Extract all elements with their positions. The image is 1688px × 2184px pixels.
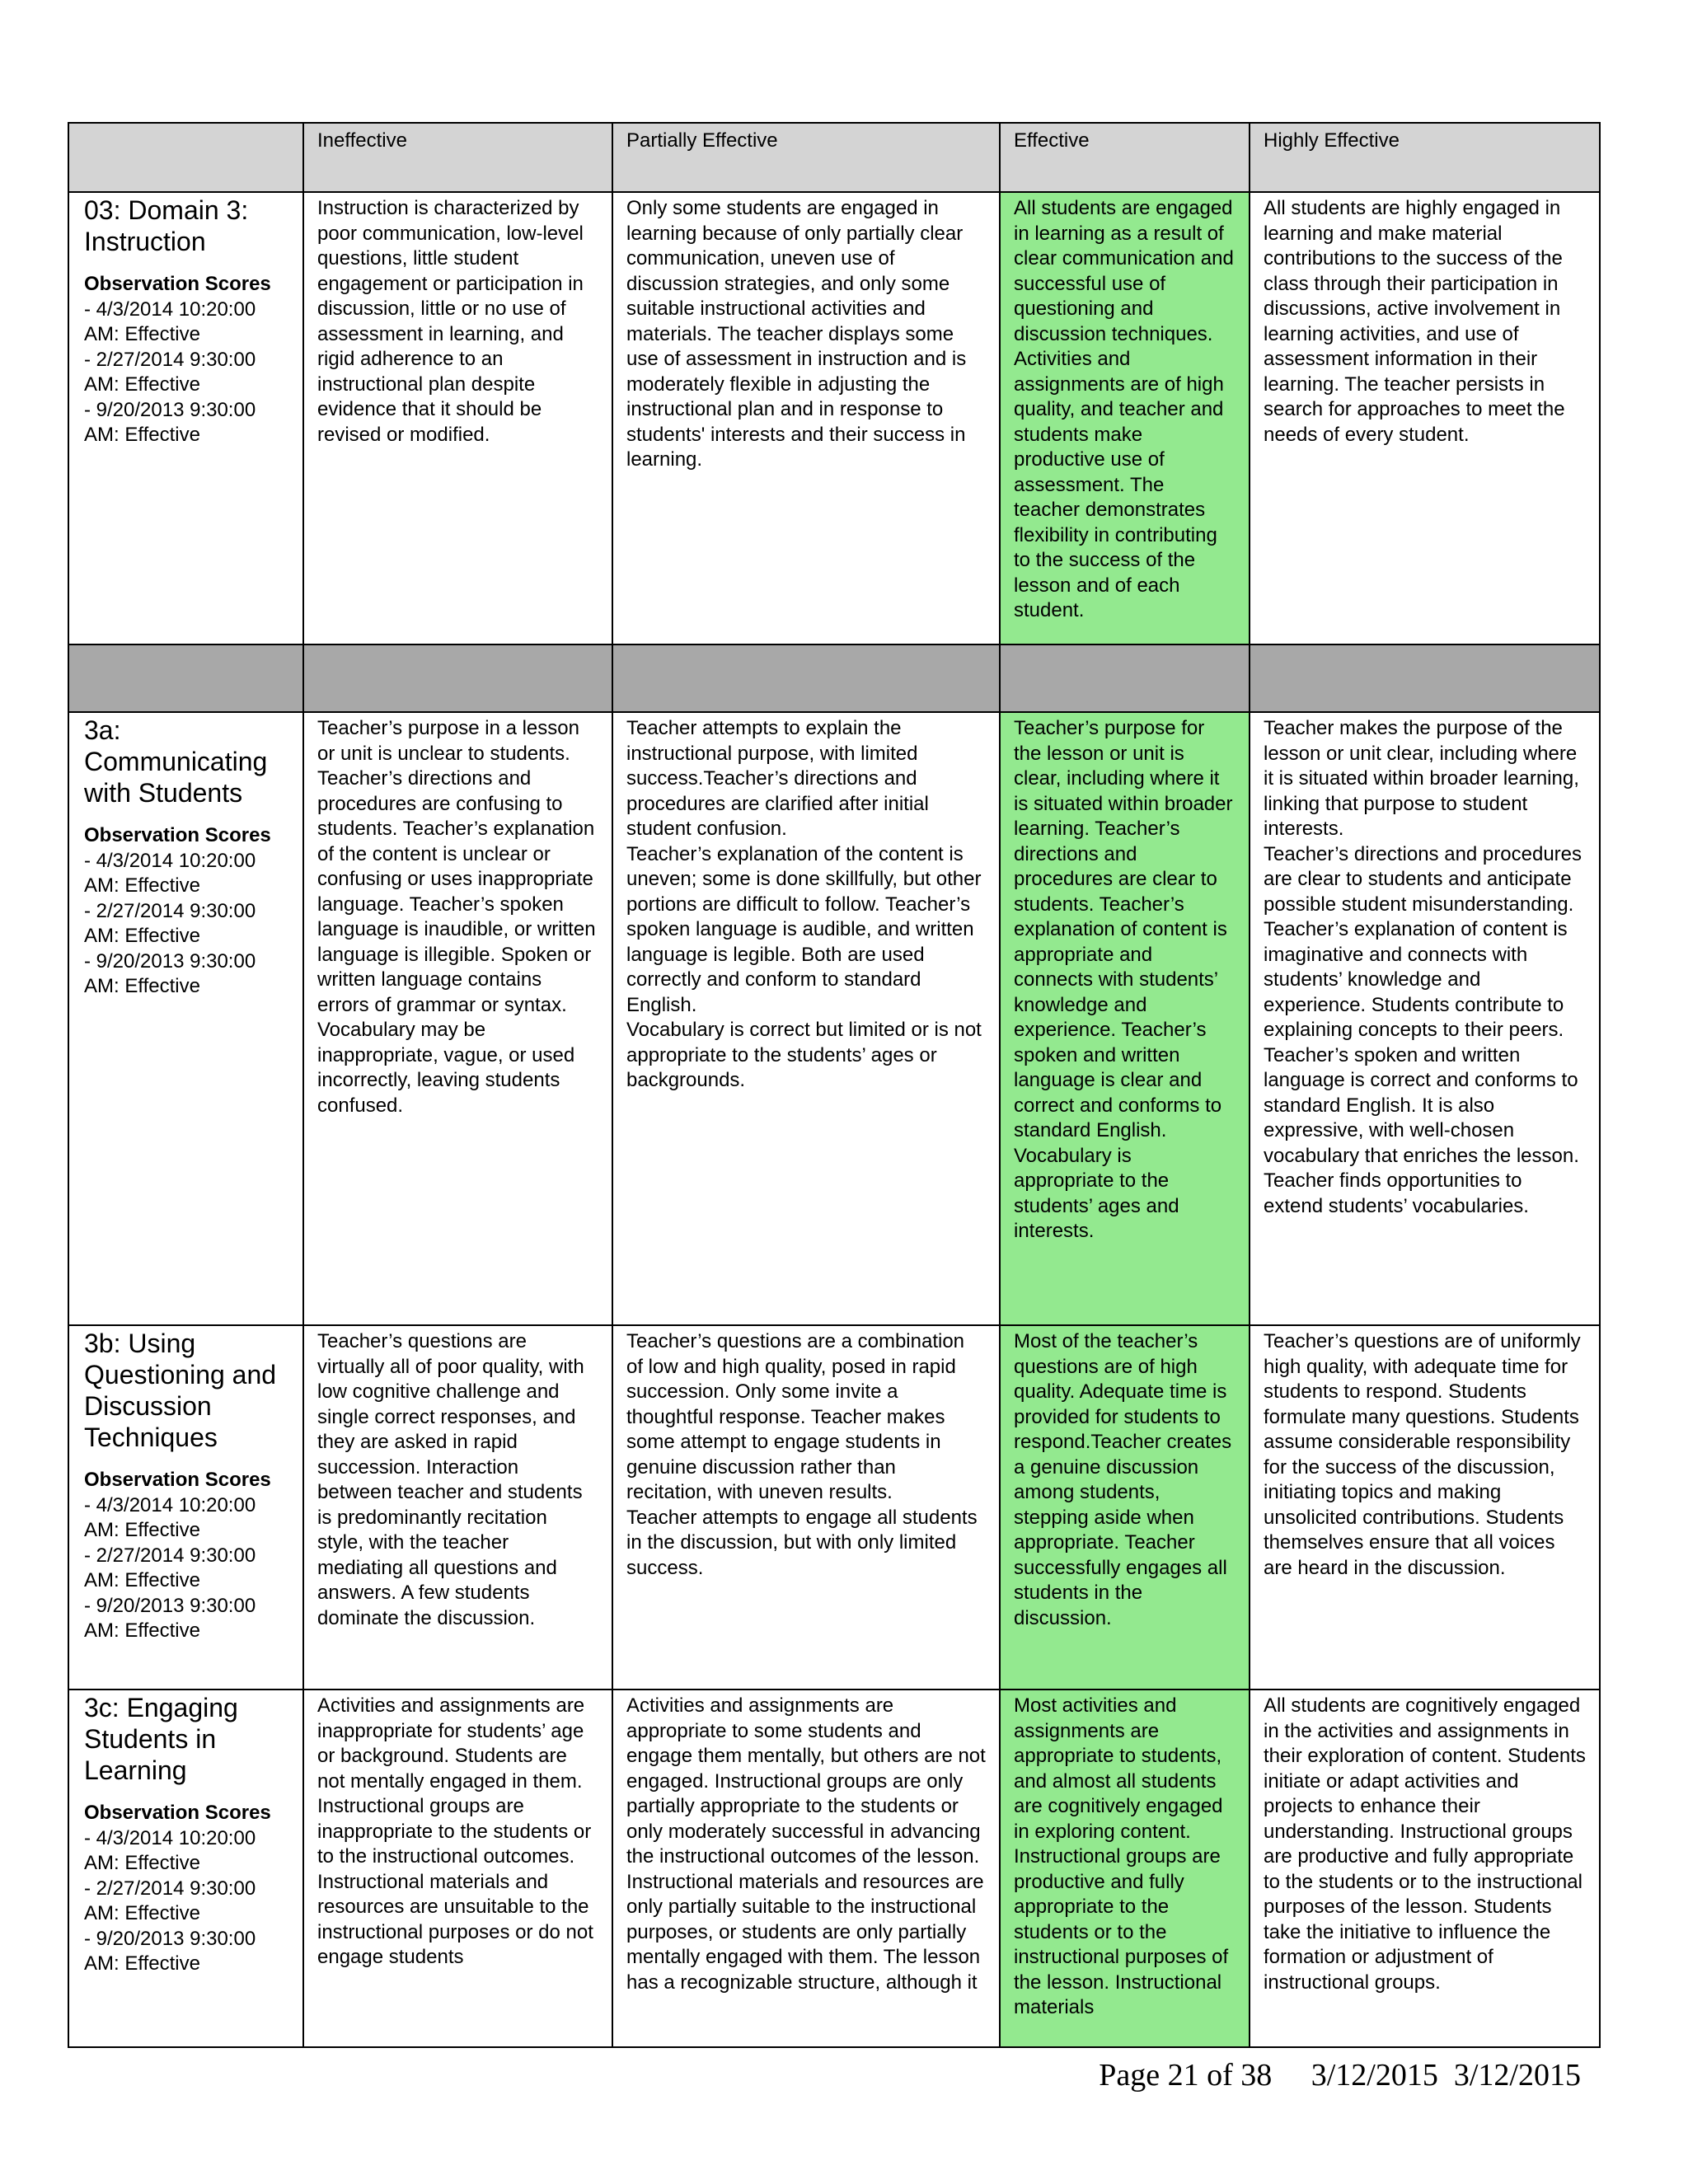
page-number: Page 21 of 38	[1099, 2058, 1273, 2093]
rubric-row-3c	[68, 1690, 1600, 2047]
score-entry: - 9/20/2013 9:30:00 AM: Effective	[84, 398, 256, 446]
observation-label: Observation Scores	[84, 1802, 271, 1824]
header-blank	[68, 123, 303, 192]
ineffective-cell: Instruction is characterized by poor communication, low-level questions, little student engagement or participation in discussion, little or no use of assessment in learning, and rigid adherence to an instructional plan despite evidence that it should be revised or modified.	[303, 192, 612, 644]
header-ineffective: Ineffective	[303, 123, 612, 192]
separator-cell	[68, 644, 303, 712]
score-entry: - 9/20/2013 9:30:00 AM: Effective	[84, 949, 256, 997]
row-label-cell	[68, 712, 303, 1325]
row-title: 3a: Communicating with Students	[84, 715, 268, 808]
observation-scores	[69, 257, 302, 448]
ineffective-cell: Teacher’s questions are virtually all of poor quality, with low cognitive challenge and single correct responses, and they are asked in rapid succession. Interaction between teacher and students is predominantly recitation style, with the teacher mediating all questions and answers. A few students dominate the discussion.	[303, 1325, 612, 1690]
separator-cell	[1000, 644, 1250, 712]
rubric-row-domain3	[68, 192, 1600, 644]
highly-effective-cell: All students are cognitively engaged in the activities and assignments in their exploration of content. Students initiate or adapt activities and projects to enhance their understanding. Instructional groups are productive and fully appropriate to the students or to the instructional purposes of the lesson. Students take the initiative to influence the formation or adjustment of instructional groups.	[1250, 1690, 1600, 2047]
observation-label: Observation Scores	[84, 824, 271, 846]
score-entry: - 9/20/2013 9:30:00 AM: Effective	[84, 1927, 256, 1975]
header-highly-effective: Highly Effective	[1250, 123, 1600, 192]
highly-effective-cell: Teacher makes the purpose of the lesson or unit clear, including where it is situated within broader learning, linking that purpose to student interests. Teacher’s directions and procedures are clear to students and anticipate possible student misunderstanding. Teacher’s explanation of content is imaginative and connects with students’ knowledge and experience. Students contribute to explaining concepts to their peers. Teacher’s spoken and written language is correct and conforms to standard English. It is also expressive, with well-chosen vocabulary that enriches the lesson. Teacher finds opportunities to extend students’ vocabularies.	[1250, 712, 1600, 1325]
highly-effective-cell: Teacher’s questions are of uniformly high quality, with adequate time for students to respond. Students formulate many questions. Students assume considerable responsibility for the success of the discussion, initiating topics and making unsolicited contributions. Students themselves ensure that all voices are heard in the discussion.	[1250, 1325, 1600, 1690]
row-title: 3b: Using Questioning and Discussion Techniques	[84, 1329, 277, 1452]
score-entry: - 2/27/2014 9:30:00 AM: Effective	[84, 1877, 256, 1924]
page-footer	[1099, 2057, 1581, 2093]
score-entry: - 4/3/2014 10:20:00 AM: Effective	[84, 849, 256, 897]
effective-cell-selected: Most activities and assignments are appropriate to students, and almost all students are cognitively engaged in exploring content. Instructional groups are productive and fully appropriate to the students or to the instructional purposes of the lesson. Instructional materials	[1000, 1690, 1250, 2047]
partially-effective-cell: Activities and assignments are appropriate to some students and engage them mentally, but others are not engaged. Instructional groups are only partially appropriate to the students or only moderately successful in advancing the instructional outcomes of the lesson. Instructional materials and resources are only partially suitable to the instructional purposes, or students are only partially mentally engaged with them. The lesson has a recognizable structure, although it	[612, 1690, 1000, 2047]
score-entry: - 4/3/2014 10:20:00 AM: Effective	[84, 1826, 256, 1874]
separator-cell	[1250, 644, 1600, 712]
observation-scores	[69, 808, 302, 1000]
score-entry: - 9/20/2013 9:30:00 AM: Effective	[84, 1594, 256, 1642]
header-effective: Effective	[1000, 123, 1250, 192]
rubric-row-3b	[68, 1325, 1600, 1690]
ineffective-cell: Teacher’s purpose in a lesson or unit is unclear to students. Teacher’s directions and procedures are confusing to students. Teacher’s explanation of the content is unclear or confusing or uses inappropriate language. Teacher’s spoken language is inaudible, or written language is illegible. Spoken or written language contains errors of grammar or syntax. Vocabulary may be inappropriate, vague, or used incorrectly, leaving students confused.	[303, 712, 612, 1325]
header-partially-effective: Partially Effective	[612, 123, 1000, 192]
score-entry: - 2/27/2014 9:30:00 AM: Effective	[84, 1544, 256, 1591]
separator-cell	[612, 644, 1000, 712]
score-entry: - 2/27/2014 9:30:00 AM: Effective	[84, 348, 256, 396]
rubric-table	[68, 122, 1601, 2048]
row-label-cell	[68, 192, 303, 644]
observation-label: Observation Scores	[84, 273, 271, 295]
effective-cell-selected: Most of the teacher’s questions are of high quality. Adequate time is provided for students to respond.Teacher creates a genuine discussion among students, stepping aside when appropriate. Teacher successfully engages all students in the discussion.	[1000, 1325, 1250, 1690]
ineffective-cell: Activities and assignments are inappropriate for students’ age or background. Students are not mentally engaged in them. Instructional groups are inappropriate to the students or to the instructional outcomes. Instructional materials and resources are unsuitable to the instructional purposes or do not engage students	[303, 1690, 612, 2047]
row-title: 03: Domain 3: Instruction	[84, 195, 249, 256]
row-label-cell	[68, 1690, 303, 2047]
row-title: 3c: Engaging Students in Learning	[84, 1693, 238, 1785]
partially-effective-cell: Teacher attempts to explain the instructional purpose, with limited success.Teacher’s directions and procedures are clarified after initial student confusion. Teacher’s explanation of the content is uneven; some is done skillfully, but other portions are difficult to follow. Teacher’s spoken language is audible, and written language is legible. Both are used correctly and conform to standard English. Vocabulary is correct but limited or is not appropriate to the students’ ages or backgrounds.	[612, 712, 1000, 1325]
score-entry: - 2/27/2014 9:30:00 AM: Effective	[84, 899, 256, 947]
highly-effective-cell: All students are highly engaged in learning and make material contributions to the success of the class through their participation in discussions, active involvement in learning activities, and use of assessment information in their learning. The teacher persists in search for approaches to meet the needs of every student.	[1250, 192, 1600, 644]
observation-scores	[69, 1786, 302, 1977]
footer-date: 3/12/2015	[1453, 2058, 1581, 2093]
partially-effective-cell: Only some students are engaged in learning because of only partially clear communication, uneven use of discussion strategies, and only some suitable instructional activities and materials. The teacher displays some use of assessment in instruction and is moderately flexible in adjusting the instructional plan and in response to students' interests and their success in learning.	[612, 192, 1000, 644]
footer-date: 3/12/2015	[1311, 2058, 1438, 2093]
observation-scores	[69, 1453, 302, 1644]
score-entry: - 4/3/2014 10:20:00 AM: Effective	[84, 1493, 256, 1541]
separator-cell	[303, 644, 612, 712]
rubric-row-3a	[68, 712, 1600, 1325]
effective-cell-selected: Teacher’s purpose for the lesson or unit is clear, including where it is situated within broader learning. Teacher’s directions and procedures are clear to students. Teacher’s explanation of content is appropriate and connects with students’ knowledge and experience. Teacher’s spoken and written language is clear and correct and conforms to standard English. Vocabulary is appropriate to the students’ ages and interests.	[1000, 712, 1250, 1325]
row-label-cell	[68, 1325, 303, 1690]
observation-label: Observation Scores	[84, 1469, 271, 1491]
score-entry: - 4/3/2014 10:20:00 AM: Effective	[84, 298, 256, 345]
partially-effective-cell: Teacher’s questions are a combination of low and high quality, posed in rapid succession. Only some invite a thoughtful response. Teacher makes some attempt to engage students in genuine discussion rather than recitation, with uneven results. Teacher attempts to engage all students in the discussion, but with only limited success.	[612, 1325, 1000, 1690]
effective-cell-selected: All students are engaged in learning as a result of clear communication and successful use of questioning and discussion techniques. Activities and assignments are of high quality, and teacher and students make productive use of assessment. The teacher demonstrates flexibility in contributing to the success of the lesson and of each student.	[1000, 192, 1250, 644]
header-row	[68, 123, 1600, 192]
separator-row	[68, 644, 1600, 712]
